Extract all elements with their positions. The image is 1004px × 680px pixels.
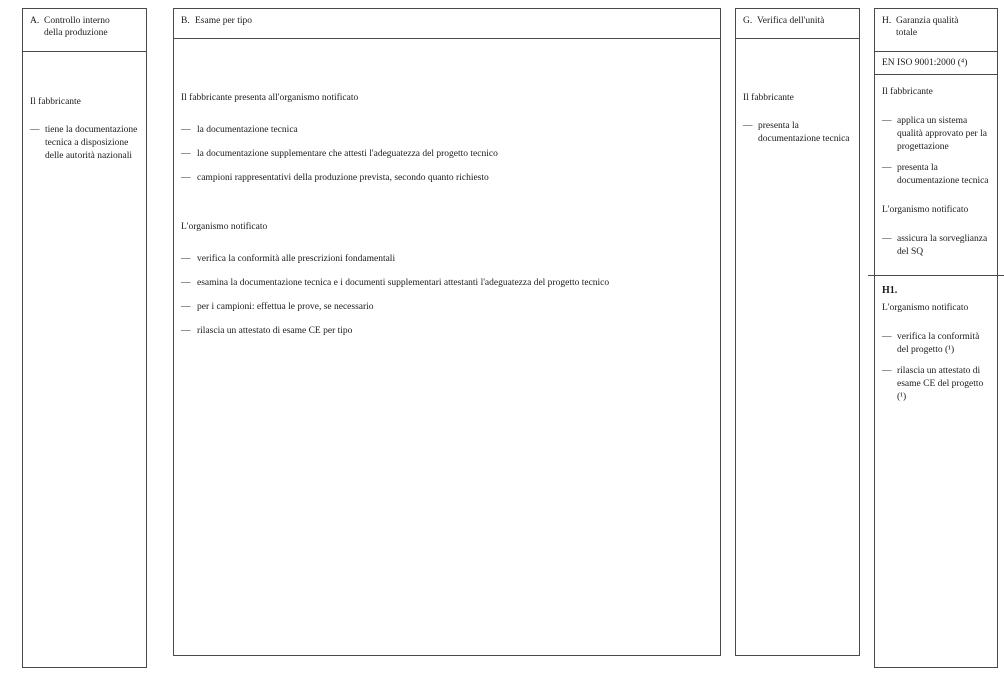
module-g-body <box>736 39 859 146</box>
module-column-g <box>735 8 860 656</box>
dash-bullet-icon: — <box>181 302 191 312</box>
module-h-title-line1: Garanzia qualità <box>896 16 959 26</box>
module-b-body <box>174 39 720 338</box>
list-item-label: campioni rappresentativi della produzione prevista, secondo quanto richiesto <box>197 173 489 183</box>
module-b-intro: Il fabbricante presenta all'organismo notificato <box>181 93 359 103</box>
dash-bullet-icon: — <box>181 173 191 183</box>
list-item <box>181 253 713 266</box>
module-h-letter: H. <box>882 16 892 26</box>
module-h1-body <box>875 276 997 404</box>
module-b-letter: B. <box>181 16 190 26</box>
module-b-title-line1: Esame per tipo <box>195 16 252 26</box>
module-g-letter: G. <box>743 16 753 26</box>
list-item-label: la documentazione tecnica <box>197 125 298 135</box>
module-b-intro-2: L'organismo notificato <box>181 222 268 232</box>
list-item <box>181 301 713 314</box>
list-item <box>882 233 990 259</box>
list-item <box>181 325 713 338</box>
module-g-list <box>743 120 852 146</box>
module-h-intro: Il fabbricante <box>882 87 933 97</box>
list-item <box>882 331 990 357</box>
list-item <box>30 124 139 163</box>
list-item-label: presenta la documentazione tecnica <box>897 163 989 186</box>
list-item-label: tiene la documentazione tecnica a disposizione delle autorità nazionali <box>45 125 138 161</box>
module-a-title-line1: Controllo interno <box>44 16 110 26</box>
list-item-label: verifica la conformità alle prescrizioni fondamentali <box>197 254 396 264</box>
module-b-list-1 <box>181 124 713 185</box>
dash-bullet-icon: — <box>30 125 40 135</box>
module-h-intro-2: L'organismo notificato <box>882 205 969 215</box>
dash-bullet-icon: — <box>882 234 892 244</box>
list-item-label: verifica la conformità del progetto (¹) <box>897 332 980 355</box>
module-a-body <box>23 52 146 163</box>
dash-bullet-icon: — <box>882 332 892 342</box>
module-h-body <box>875 75 997 275</box>
module-a-letter-spacer <box>30 27 44 39</box>
list-item-label: presenta la documentazione tecnica <box>758 121 850 144</box>
dash-bullet-icon: — <box>181 125 191 135</box>
module-a-title-line2: della produzione <box>44 28 108 38</box>
list-item <box>181 277 713 290</box>
module-h-title-line2: totale <box>896 28 918 38</box>
module-h1-title: H1. <box>882 285 898 296</box>
module-b-header <box>174 9 720 39</box>
module-a-header <box>23 9 146 52</box>
list-item-label: esamina la documentazione tecnica e i documenti supplementari attestanti l'adeguatezza del progetto tecnico <box>197 278 610 288</box>
list-item <box>743 120 852 146</box>
list-item-label: la documentazione supplementare che attesti l'adeguatezza del progetto tecnico <box>197 149 498 159</box>
list-item <box>181 148 713 161</box>
dash-bullet-icon: — <box>181 326 191 336</box>
module-a-letter: A. <box>30 16 40 26</box>
module-h-standard: EN ISO 9001:2000 (⁴) <box>875 52 997 75</box>
dash-bullet-icon: — <box>181 254 191 264</box>
dash-bullet-icon: — <box>882 116 892 126</box>
dash-bullet-icon: — <box>743 121 753 131</box>
list-item <box>181 124 713 137</box>
dash-bullet-icon: — <box>181 149 191 159</box>
module-g-title-line1: Verifica dell'unità <box>757 16 825 26</box>
module-column-a <box>22 8 147 668</box>
module-h1-list <box>882 331 990 404</box>
module-g-intro: Il fabbricante <box>743 93 794 103</box>
list-item-label: applica un sistema qualità approvato per la progettazione <box>897 116 987 152</box>
module-h-list-2 <box>882 233 990 259</box>
list-item <box>181 172 713 185</box>
list-item <box>882 365 990 404</box>
dash-bullet-icon: — <box>882 366 892 376</box>
list-item-label: per i campioni: effettua le prove, se necessario <box>197 302 374 312</box>
module-h-header <box>875 9 997 52</box>
module-h-letter-spacer <box>882 27 896 39</box>
dash-bullet-icon: — <box>181 278 191 288</box>
module-column-h <box>874 8 998 668</box>
module-a-intro: Il fabbricante <box>30 97 81 107</box>
list-item-label: rilascia un attestato di esame CE del progetto (¹) <box>897 366 984 402</box>
list-item <box>882 162 990 188</box>
module-h1-intro: L'organismo notificato <box>882 303 969 313</box>
dash-bullet-icon: — <box>882 163 892 173</box>
list-item <box>882 115 990 154</box>
list-item-label: rilascia un attestato di esame CE per tipo <box>197 326 353 336</box>
module-columns <box>22 8 998 668</box>
list-item-label: assicura la sorveglianza del SQ <box>897 234 988 257</box>
module-h-list-1 <box>882 115 990 188</box>
module-column-b <box>173 8 721 656</box>
module-b-list-2 <box>181 253 713 338</box>
module-a-list <box>30 124 139 163</box>
module-g-header <box>736 9 859 39</box>
